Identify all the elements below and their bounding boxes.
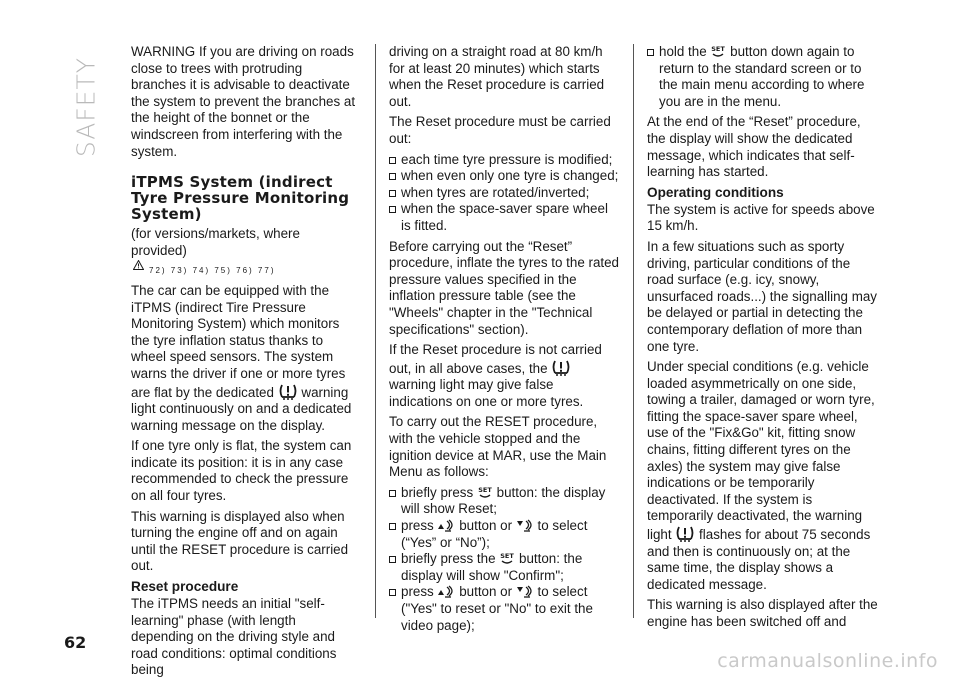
tyre-pressure-warning-icon <box>551 359 571 377</box>
section-tab-safety: SAFETY <box>71 56 101 158</box>
page-number: 62 <box>64 633 87 652</box>
column-2 <box>389 44 619 634</box>
list-item: when tyres are rotated/inverted; <box>389 185 619 202</box>
reset-must-paragraph: The Reset procedure must be carried out: <box>389 114 611 146</box>
tyre-pressure-warning-icon <box>675 525 695 543</box>
list-item: briefly press the SET button: the display will show "Confirm"; <box>389 551 619 584</box>
svg-text:SET: SET <box>711 45 726 53</box>
single-tyre-paragraph: If one tyre only is flat, the system can indicate its position: it is in any case recommended to check the pressure on all four tyres. <box>131 438 352 504</box>
versions-note: (for versions/markets, where provided) <box>131 226 300 258</box>
column-1 <box>131 44 356 683</box>
set-button-icon <box>710 44 726 60</box>
engine-off-paragraph: This warning is also displayed after the engine has been switched off and <box>647 597 878 629</box>
list-item: briefly press SET button: the display will show Reset; <box>389 485 619 518</box>
warning-paragraph: WARNING If you are driving on roads close to trees with protruding branches it is advisable to deactivate the system to prevent the branches at the height of the bonnet or the windscreen from interfering with the system. <box>131 44 356 159</box>
up-button-icon <box>437 584 455 600</box>
set-button-icon <box>477 485 493 501</box>
down-button-icon <box>516 518 534 534</box>
reset-procedure-heading: Reset procedure <box>131 579 239 595</box>
list-item: each time tyre pressure is modified; <box>389 152 619 169</box>
warning-references: 72) 73) 74) 75) 76) 77) <box>149 263 356 280</box>
self-learning-paragraph: The iTPMS needs an initial "self-learning" phase (with length depending on the driving style and road conditions: optimal conditions being <box>131 596 337 678</box>
list-item: press button or to select (“Yes” or “No”); <box>389 518 619 551</box>
list-item: hold the SET button down again to return to the standard screen or to the main menu according to where you are in the menu. <box>647 44 879 110</box>
warning-triangle-icon <box>133 260 144 270</box>
speed-paragraph: The system is active for speeds above 15 km/h. <box>647 201 875 234</box>
column-divider <box>375 44 376 618</box>
down-button-icon <box>516 584 534 600</box>
not-carried-out-paragraph: If the Reset procedure is not carried out, in all above cases, the warning light may give false indications on one or more tyres. <box>389 342 602 409</box>
up-button-icon <box>437 518 455 534</box>
operating-conditions-heading: Operating conditions <box>647 184 784 200</box>
list-item: when the space-saver spare wheel is fitted. <box>389 201 619 234</box>
column-divider <box>633 44 634 618</box>
end-of-reset-paragraph: At the end of the “Reset” procedure, the display will show the dedicated message, which indicates that self-learning has started. <box>647 114 861 180</box>
list-item: press button or to select ("Yes" to reset or "No" to exit the video page); <box>389 584 619 634</box>
driving-condition-paragraph: driving on a straight road at 80 km/h for at least 20 minutes) which starts when the Reset procedure is carried out. <box>389 44 605 109</box>
reset-warning-paragraph: This warning is displayed also when turning the engine off and on again until the RESET procedure is carried out. <box>131 508 349 574</box>
watermark: carmanualsonline.info <box>717 650 938 672</box>
svg-text:SET: SET <box>478 485 492 494</box>
section-heading-itpms: iTPMS System (indirect Tyre Pressure Monitoring System) <box>131 173 350 224</box>
tyre-pressure-warning-icon <box>278 383 298 401</box>
list-item: when even only one tyre is changed; <box>389 168 619 185</box>
set-button-icon <box>499 551 515 567</box>
special-conditions-paragraph: Under special conditions (e.g. vehicle loaded asymmetrically on one side, towing a trailer, damaged or worn tyre, fitting the space-saver spare wheel, use of the "Fix&Go" kit, fitting snow chains, fitting different tyres on the axles) the system may give false indications or be temporarily deactivated. If the system is temporarily deactivated, the warning light flashes for about 75 seconds and then is continuously on; at the same time, the display shows a dedicated message. <box>647 359 875 592</box>
situations-paragraph: In a few situations such as sporty driving, particular conditions of the road surface (e.g. icy, snowy, unsurfaced roads...) the signalling may be delayed or partial in detecting the contemporary deflation of more than one tyre. <box>647 238 877 354</box>
procedure-intro-paragraph: To carry out the RESET procedure, with the vehicle stopped and the ignition device at MAR, use the Main Menu as follows: <box>389 414 607 480</box>
svg-text:SET: SET <box>500 552 515 561</box>
inflate-paragraph: Before carrying out the “Reset” procedure, inflate the tyres to the rated pressure values specified in the inflation pressure table (see the "Wheels" chapter in the "Technical specifications" section). <box>389 238 620 337</box>
itpms-intro-paragraph: The car can be equipped with the iTPMS (indirect Tire Pressure Monitoring System) which monitors the tyre inflation status thanks to wheel speed sensors. The system warns the driver if one or more tyres are flat by the dedicated warning light continuously on and a dedicated warning message on the display. <box>131 282 352 433</box>
column-3 <box>647 44 879 635</box>
